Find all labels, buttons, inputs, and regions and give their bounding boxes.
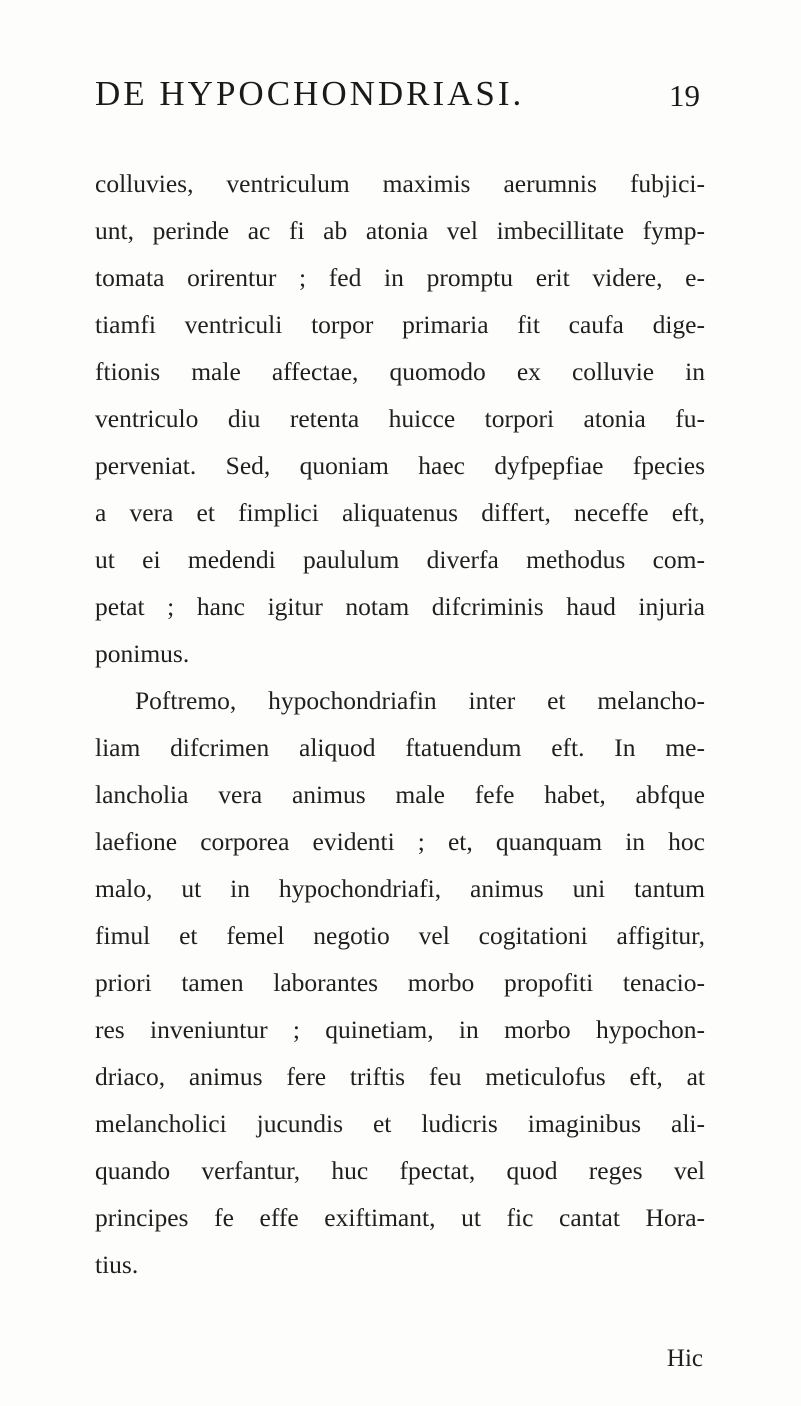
text-line: tiamfi ventriculi torpor primaria fit caufa dige- xyxy=(95,310,705,339)
text-line: Poftremo, hypochondriafin inter et melancho- xyxy=(135,686,705,715)
paragraph-1 xyxy=(95,160,705,677)
text-line: tius. xyxy=(95,1250,139,1279)
text-line: res inveniuntur ; quinetiam, in morbo hypochon- xyxy=(95,1015,705,1044)
text-line: lancholia vera animus male fefe habet, abfque xyxy=(95,780,705,809)
text-line: a vera et fimplici aliquatenus differt, neceffe eft, xyxy=(95,498,705,527)
running-head-title: DE HYPOCHONDRIASI. xyxy=(95,74,525,113)
text-line: liam difcrimen aliquod ftatuendum eft. In me- xyxy=(95,733,705,762)
text-line: colluvies, ventriculum maximis aerumnis fubjici- xyxy=(95,169,705,198)
page-number: 19 xyxy=(669,78,700,113)
text-line: melancholici jucundis et ludicris imaginibus ali- xyxy=(95,1109,705,1138)
paragraph-2 xyxy=(95,677,705,1288)
text-line: petat ; hanc igitur notam difcriminis haud injuria xyxy=(95,592,705,621)
catchword: Hic xyxy=(666,1345,703,1372)
text-line: unt, perinde ac fi ab atonia vel imbecillitate fymp- xyxy=(95,216,705,245)
running-head xyxy=(95,74,700,118)
text-line: tomata orirentur ; fed in promptu erit videre, e- xyxy=(95,263,705,292)
text-line: ventriculo diu retenta huicce torpori atonia fu- xyxy=(95,404,705,433)
text-line: laefione corporea evidenti ; et, quanquam in hoc xyxy=(95,827,705,856)
text-line: perveniat. Sed, quoniam haec dyfpepfiae fpecies xyxy=(95,451,705,480)
text-line: quando verfantur, huc fpectat, quod reges vel xyxy=(95,1156,705,1185)
text-line: principes fe effe exiftimant, ut fic cantat Hora- xyxy=(95,1203,705,1232)
text-line: ponimus. xyxy=(95,639,190,668)
text-line: ut ei medendi paululum diverfa methodus com- xyxy=(95,545,705,574)
text-line: driaco, animus fere triftis feu meticulofus eft, at xyxy=(95,1062,705,1091)
text-line: fimul et femel negotio vel cogitationi affigitur, xyxy=(95,921,705,950)
text-line: malo, ut in hypochondriafi, animus uni tantum xyxy=(95,874,705,903)
body-text xyxy=(95,160,705,1288)
text-line: ftionis male affectae, quomodo ex colluvie in xyxy=(95,357,705,386)
text-line: priori tamen laborantes morbo propofiti tenacio- xyxy=(95,968,705,997)
